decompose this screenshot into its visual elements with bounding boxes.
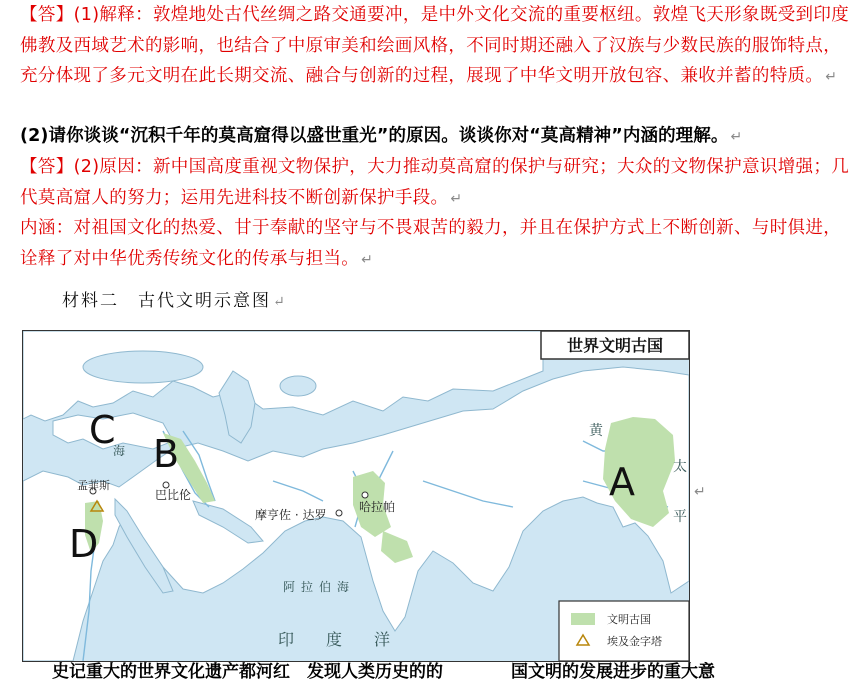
material-2-caption xyxy=(62,286,285,311)
map-label-d: D xyxy=(69,522,99,566)
return-mark-icon: ↵ xyxy=(694,484,706,500)
answer-1-paragraph xyxy=(20,0,852,93)
answer-1-text: (1)解释：敦煌地处古代丝绸之路交通要冲，是中外文化交流的重要枢纽。敦煌飞天形象既受到印度佛教及西域艺术的影响，也结合了中原审美和绘画风格，不同时期还融入了汉族与少数民族的服饰特点，充分体现了多元文明在此长期交流、融合与创新的过程，展现了中华文明开放包容、兼收并蓄的特质。 xyxy=(20,5,850,86)
map-label-b: B xyxy=(153,432,180,476)
ping-label: 平 xyxy=(673,509,687,525)
tai-label: 太 xyxy=(673,459,687,475)
caption-text: 材料二 古代文明示意图 xyxy=(62,291,271,311)
hai-label: 海 xyxy=(113,444,126,458)
mohenjo-marker xyxy=(336,510,342,516)
meaning-paragraph xyxy=(20,213,852,275)
map-label-a: A xyxy=(609,460,635,504)
bottom-cut-text: 史记重大的世界文化遗产都河红 发现人类历史的的 国文明的发展进步的重大意 xyxy=(18,662,715,682)
ancient-civilizations-map xyxy=(22,330,690,662)
babylon-label: 巴比伦 xyxy=(155,488,192,502)
arabian-sea-label: 阿拉伯海 xyxy=(283,580,356,594)
return-mark-icon: ↵ xyxy=(450,190,463,207)
map-graphic xyxy=(23,331,689,661)
aral-sea xyxy=(280,376,316,396)
huang-label: 黄 xyxy=(589,423,603,439)
answer-2-paragraph xyxy=(20,152,852,214)
harappa-marker xyxy=(362,492,368,498)
answer-2-tag: 【答】 xyxy=(20,157,74,177)
legend-pyramid-label: 埃及金字塔 xyxy=(607,635,662,648)
return-mark-icon: ↵ xyxy=(825,69,838,85)
legend-civ-swatch xyxy=(571,613,595,625)
mohenjo-label: 摩亨佐 · 达罗 xyxy=(255,508,327,522)
memphis-label: 孟菲斯 xyxy=(77,479,110,492)
map-legend xyxy=(559,601,689,661)
question-2 xyxy=(20,121,852,153)
indian-ocean-label: 印 度 洋 xyxy=(278,630,391,649)
map-label-c: C xyxy=(89,408,116,452)
answer-2-text: (2)原因：新中国高度重视文物保护，大力推动莫高窟的保护与研究；大众的文物保护意识增强；几代莫高窟人的努力；运用先进科技不断创新保护手段。 xyxy=(20,157,850,208)
return-mark-icon: ↵ xyxy=(361,251,374,268)
legend-civ-label: 文明古国 xyxy=(607,613,651,626)
harappa-label: 哈拉帕 xyxy=(359,500,396,514)
question-2-text: (2)请你谈谈“沉积千年的莫高窟得以盛世重光”的原因。谈谈你对“莫高精神”内涵的理解。 xyxy=(20,126,729,146)
return-mark-icon: ↵ xyxy=(730,129,743,145)
black-sea xyxy=(83,351,203,383)
return-mark-icon: ↵ xyxy=(273,294,285,310)
map-title: 世界文明古国 xyxy=(566,336,664,355)
meaning-text: 内涵：对祖国文化的热爱、甘于奉献的坚守与不畏艰苦的毅力，并且在保护方式上不断创新、与时俱进，诠释了对中华优秀传统文化的传承与担当。 xyxy=(20,218,842,269)
answer-1-tag: 【答】 xyxy=(20,5,74,25)
